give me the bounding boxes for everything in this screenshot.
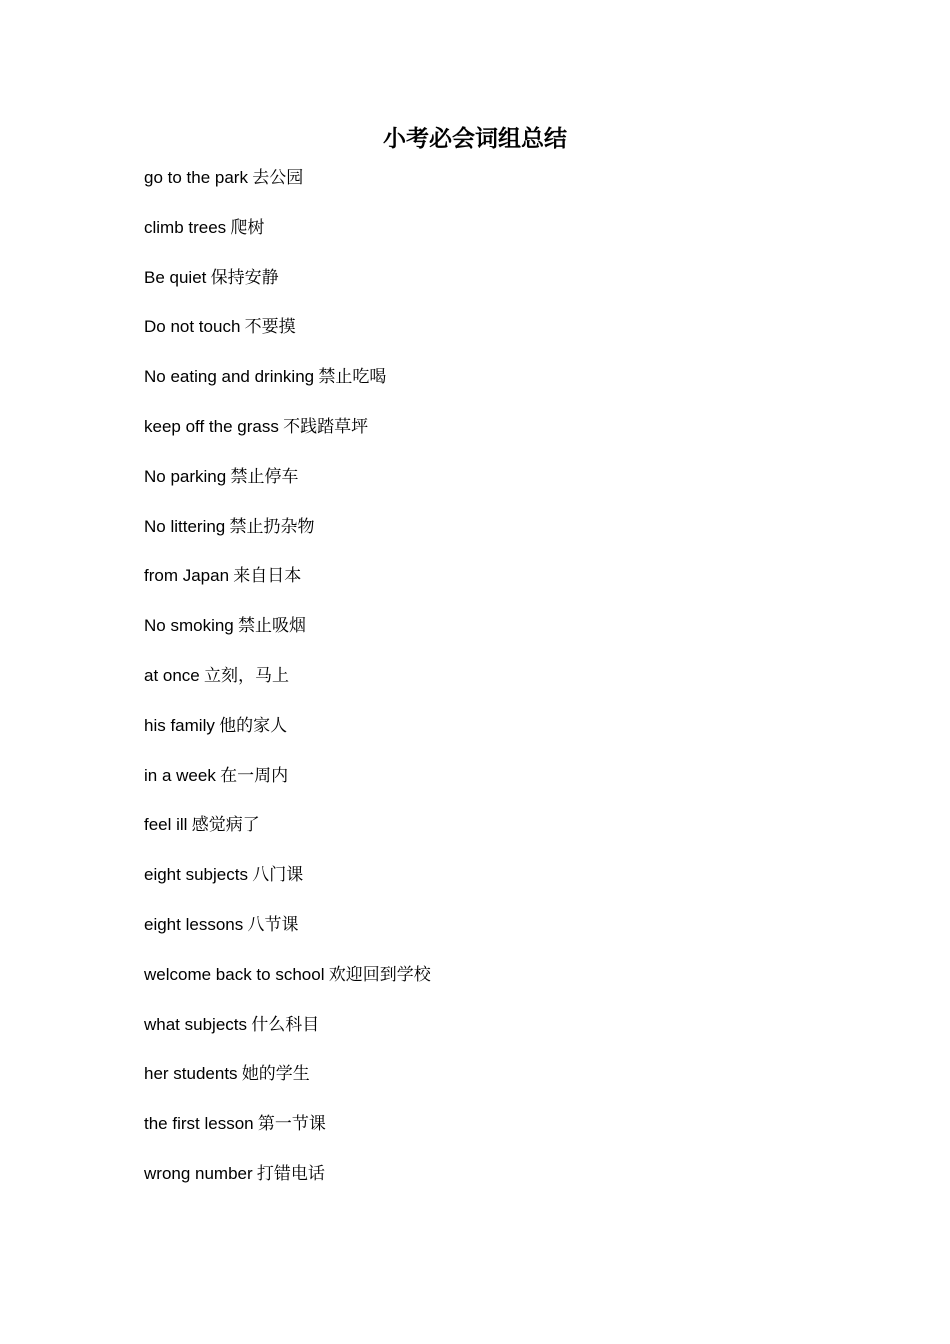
phrase-item bbox=[144, 1060, 824, 1110]
phrase-english: go to the park bbox=[144, 168, 248, 187]
phrase-item bbox=[144, 1011, 824, 1061]
document-title: 小考必会词组总结 bbox=[383, 125, 567, 152]
phrase-chinese: 不践踏草坪 bbox=[283, 416, 369, 437]
phrase-item bbox=[144, 513, 824, 563]
phrase-chinese: 保持安静 bbox=[210, 267, 279, 288]
phrase-chinese: 八节课 bbox=[247, 914, 299, 935]
phrase-english: in a week bbox=[144, 765, 216, 785]
phrase-english: wrong number bbox=[144, 1163, 253, 1183]
phrase-list bbox=[144, 164, 824, 1210]
phrase-english: No littering bbox=[144, 516, 226, 536]
phrase-english: from Japan bbox=[144, 566, 230, 586]
phrase-english: welcome back to school bbox=[144, 964, 325, 984]
phrase-english: what subjects bbox=[144, 1014, 247, 1034]
phrase-english: eight lessons bbox=[144, 914, 244, 934]
phrase-chinese: 在一周内 bbox=[220, 765, 289, 786]
phrase-english: No eating and drinking bbox=[144, 367, 315, 387]
phrase-item bbox=[144, 612, 824, 662]
phrase-item bbox=[144, 463, 824, 513]
phrase-english: No smoking bbox=[144, 616, 234, 636]
phrase-chinese: 什么科目 bbox=[251, 1014, 320, 1035]
phrase-english: his family bbox=[144, 715, 215, 735]
phrase-item bbox=[144, 861, 824, 911]
phrase-chinese: 来自日本 bbox=[233, 566, 302, 587]
phrase-item bbox=[144, 712, 824, 762]
phrase-item bbox=[144, 562, 824, 612]
phrase-english: No parking bbox=[144, 466, 227, 486]
phrase-item bbox=[144, 313, 824, 363]
phrase-english: at once bbox=[144, 665, 200, 685]
phrase-chinese: 禁止扔杂物 bbox=[229, 516, 315, 537]
phrase-item bbox=[144, 363, 824, 413]
phrase-item bbox=[144, 413, 824, 463]
phrase-chinese: 他的家人 bbox=[219, 715, 288, 736]
phrase-chinese: 打错电话 bbox=[256, 1163, 325, 1184]
phrase-english: eight subjects bbox=[144, 865, 248, 885]
phrase-english: feel ill bbox=[144, 815, 188, 835]
phrase-item bbox=[144, 961, 824, 1011]
phrase-english: Be quiet bbox=[144, 267, 207, 287]
phrase-chinese: 不要摸 bbox=[244, 317, 296, 338]
phrase-item bbox=[144, 811, 824, 861]
phrase-item bbox=[144, 164, 824, 214]
phrase-chinese: 禁止停车 bbox=[230, 466, 299, 487]
phrase-chinese: 欢迎回到学校 bbox=[328, 964, 431, 985]
phrase-item bbox=[144, 214, 824, 264]
phrase-item bbox=[144, 1160, 824, 1210]
phrase-english: her students bbox=[144, 1064, 238, 1084]
phrase-english: keep off the grass bbox=[144, 416, 279, 436]
phrase-chinese: 她的学生 bbox=[241, 1064, 310, 1085]
phrase-english: the first lesson bbox=[144, 1114, 254, 1134]
phrase-chinese: 第一节课 bbox=[257, 1114, 326, 1135]
phrase-chinese: 爬树 bbox=[230, 217, 265, 238]
phrase-chinese: 立刻，马上 bbox=[204, 665, 290, 686]
phrase-item bbox=[144, 762, 824, 812]
phrase-chinese: 去公园 bbox=[252, 168, 304, 188]
phrase-chinese: 八门课 bbox=[252, 865, 304, 886]
phrase-item bbox=[144, 1110, 824, 1160]
phrase-english: climb trees bbox=[144, 217, 227, 237]
phrase-chinese: 禁止吃喝 bbox=[318, 367, 387, 388]
phrase-item bbox=[144, 264, 824, 314]
phrase-chinese: 感觉病了 bbox=[191, 815, 260, 836]
phrase-item bbox=[144, 662, 824, 712]
phrase-english: Do not touch bbox=[144, 317, 241, 337]
phrase-chinese: 禁止吸烟 bbox=[238, 616, 307, 637]
phrase-item bbox=[144, 911, 824, 961]
